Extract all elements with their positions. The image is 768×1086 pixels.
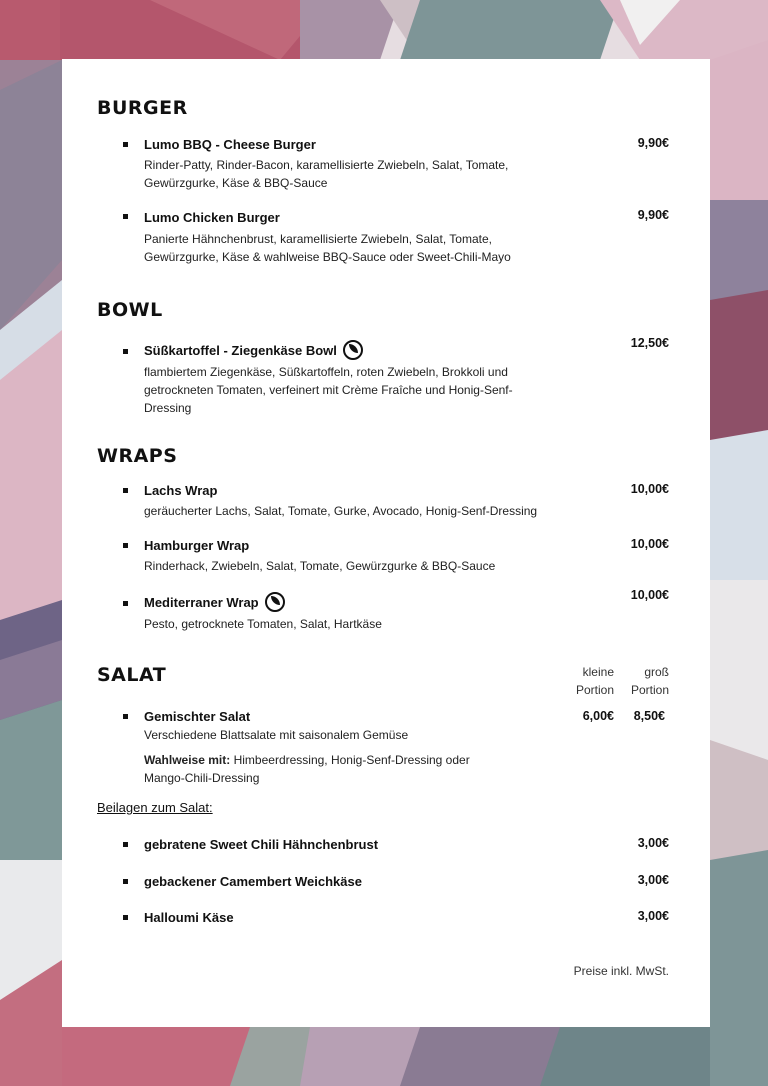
column-header-large (631, 663, 669, 699)
column-header-small-line1: kleine (582, 665, 614, 679)
column-header-large-line2: Portion (630, 683, 669, 697)
bullet (123, 915, 128, 920)
side-price-camembert: 3,00€ (637, 873, 669, 887)
section-title-wraps: WRAPS (97, 445, 178, 467)
bullet (123, 714, 128, 719)
bullet (123, 842, 128, 847)
section-title-bowl: BOWL (97, 299, 163, 321)
choice-label: Wahlweise mit: (144, 753, 231, 767)
section-title-salat: SALAT (97, 664, 167, 686)
item-name-lumo-chicken-burger: Lumo Chicken Burger (144, 210, 280, 225)
item-price-mediterraner-wrap: 10,00€ (630, 588, 669, 602)
veggie-icon (265, 592, 285, 612)
item-name-mediterraner-wrap (144, 592, 285, 612)
item-price-lachs-wrap: 10,00€ (630, 482, 669, 496)
item-desc-lumo-chicken-burger: Panierte Hähnchenbrust, karamellisierte Zwiebeln, Salat, Tomate, Gewürzgurke, Käse & wahlweise BBQ-Sauce oder Sweet-Chili-Mayo (144, 232, 511, 264)
side-price-sweet-chili: 3,00€ (637, 836, 669, 850)
bullet (123, 601, 128, 606)
bullet (123, 488, 128, 493)
item-desc-hamburger-wrap: Rinderhack, Zwiebeln, Salat, Tomate, Gewürzgurke & BBQ-Sauce (144, 559, 496, 573)
item-price-suesskartoffel-bowl: 12,50€ (630, 336, 669, 350)
item-choice-gemischter-salat (144, 751, 494, 787)
sides-label: Beilagen zum Salat: (97, 800, 213, 815)
item-price-lumo-chicken-burger: 9,90€ (637, 208, 669, 222)
item-name-text: Süßkartoffel - Ziegenkäse Bowl (144, 343, 337, 358)
side-price-halloumi: 3,00€ (637, 909, 669, 923)
bullet (123, 142, 128, 147)
bullet (123, 543, 128, 548)
item-price-lumo-bbq-cheese-burger: 9,90€ (637, 136, 669, 150)
footer-note: Preise inkl. MwSt. (573, 964, 669, 978)
item-desc-lachs-wrap: geräucherter Lachs, Salat, Tomate, Gurke, Avocado, Honig-Senf-Dressing (144, 504, 538, 518)
item-desc-mediterraner-wrap: Pesto, getrocknete Tomaten, Salat, Hartkäse (144, 617, 382, 631)
item-name-lachs-wrap: Lachs Wrap (144, 483, 218, 498)
item-price-hamburger-wrap: 10,00€ (630, 537, 669, 551)
section-title-burger: BURGER (97, 97, 188, 119)
column-header-small-line2: Portion (575, 683, 614, 697)
column-header-small (576, 663, 614, 699)
item-name-gemischter-salat: Gemischter Salat (144, 709, 251, 724)
side-name-halloumi: Halloumi Käse (144, 910, 234, 925)
veggie-icon (343, 340, 363, 360)
item-desc-lumo-bbq-cheese-burger: Rinder-Patty, Rinder-Bacon, karamellisierte Zwiebeln, Salat, Tomate, Gewürzgurke, Käse & BBQ-Sauce (144, 158, 509, 190)
column-header-large-line1: groß (644, 665, 669, 679)
item-name-lumo-bbq-cheese-burger: Lumo BBQ - Cheese Burger (144, 137, 316, 152)
side-name-sweet-chili: gebratene Sweet Chili Hähnchenbrust (144, 837, 379, 852)
side-name-camembert: gebackener Camembert Weichkäse (144, 874, 362, 889)
item-name-suesskartoffel-bowl (144, 340, 363, 360)
item-desc-suesskartoffel-bowl: flambiertem Ziegenkäse, Süßkartoffeln, roten Zwiebeln, Brokkoli und getrockneten Tomaten, verfeinert mit Crème Fraîche und Honig-Senf-Dressing (144, 365, 513, 415)
item-price-large-gemischter-salat: 8,50€ (633, 709, 665, 723)
menu-card (62, 59, 710, 1027)
bullet (123, 879, 128, 884)
item-desc-gemischter-salat: Verschiedene Blattsalate mit saisonalem Gemüse (144, 728, 409, 742)
item-price-small-gemischter-salat: 6,00€ (582, 709, 614, 723)
item-name-text: Mediterraner Wrap (144, 595, 259, 610)
choice-text: Himbeerdressing, Honig-Senf-Dressing oder Mango-Chili-Dressing (144, 753, 470, 785)
bullet (123, 349, 128, 354)
item-name-hamburger-wrap: Hamburger Wrap (144, 538, 250, 553)
bullet (123, 214, 128, 219)
